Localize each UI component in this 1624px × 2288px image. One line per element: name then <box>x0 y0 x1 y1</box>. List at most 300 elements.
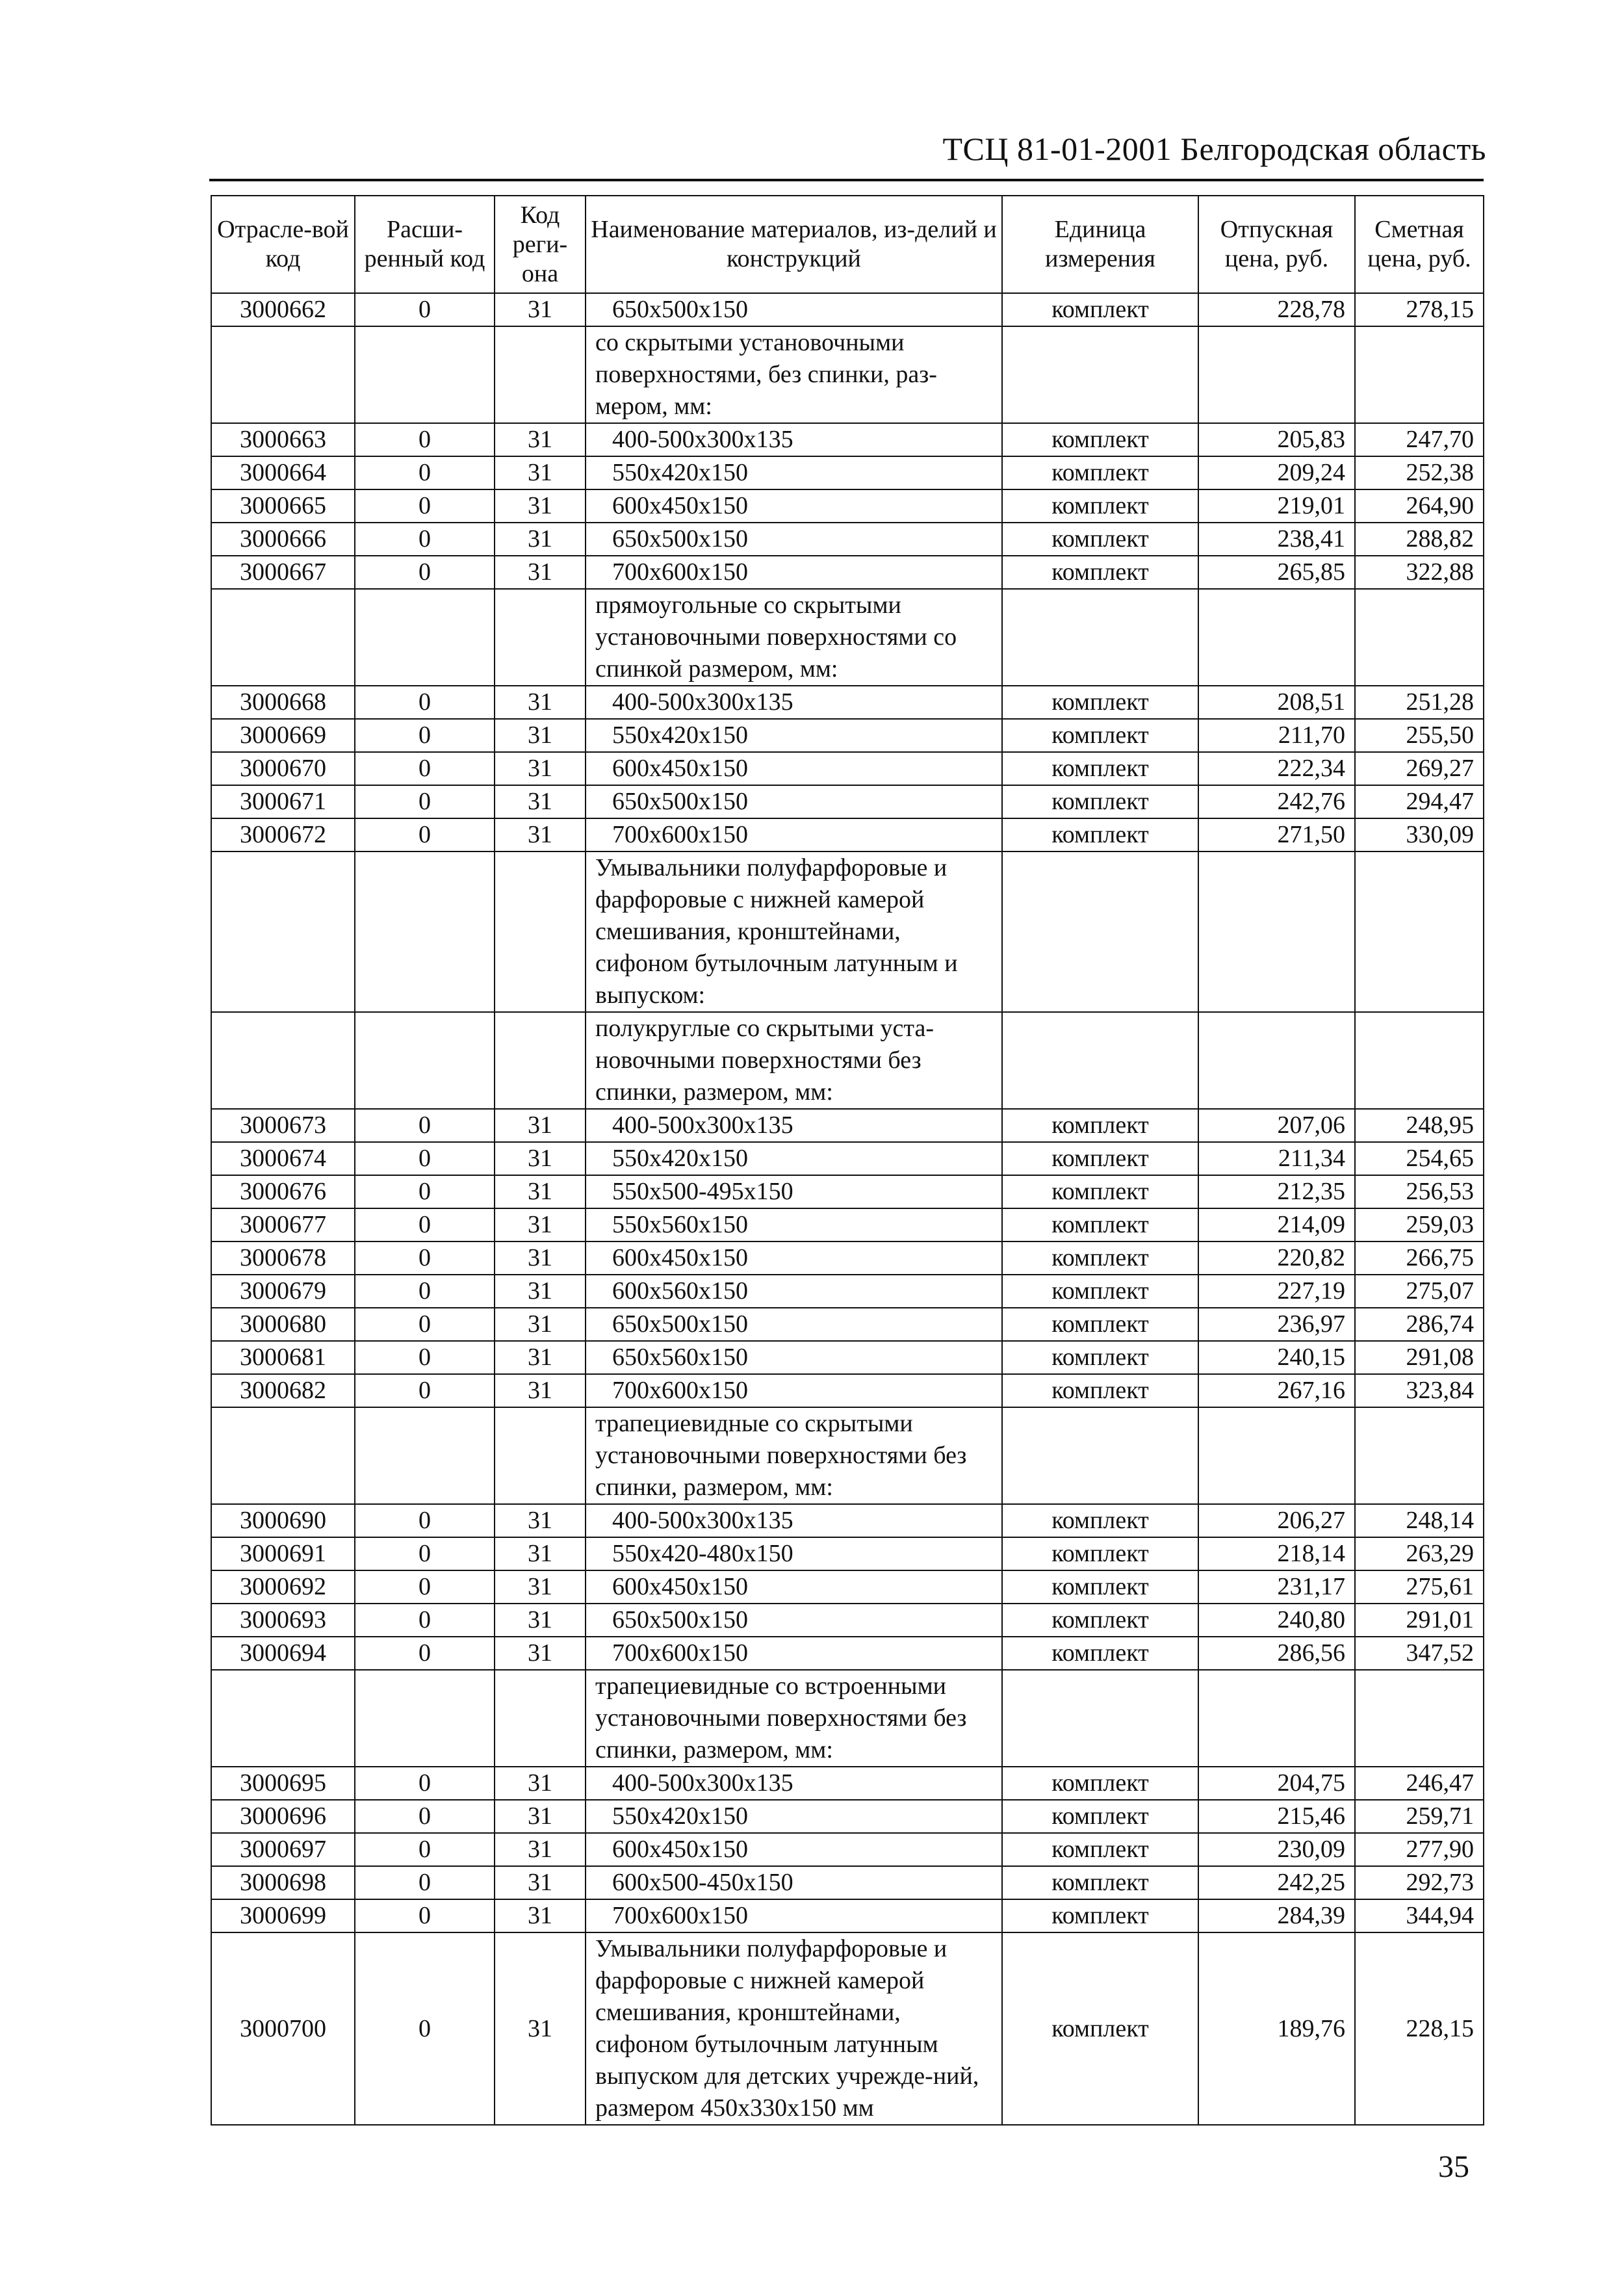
cell-release-price: 211,70 <box>1198 719 1355 752</box>
cell-name: 650х500х150 <box>586 523 1002 556</box>
cell-ext-code: 0 <box>355 1604 495 1637</box>
cell-release-price: 286,56 <box>1198 1637 1355 1670</box>
table-row <box>211 752 1484 785</box>
cell-region-code: 31 <box>495 686 586 719</box>
table-row <box>211 1374 1484 1407</box>
cell-region-code: 31 <box>495 1800 586 1833</box>
cell-ext-code: 0 <box>355 1308 495 1341</box>
cell-region-code: 31 <box>495 1932 586 2125</box>
cell-estimate-price: 344,94 <box>1355 1899 1484 1932</box>
cell-release-price: 228,78 <box>1198 293 1355 326</box>
table-section-row <box>211 1407 1484 1504</box>
cell-code: 3000681 <box>211 1341 355 1374</box>
cell-unit: комплект <box>1002 1374 1198 1407</box>
cell-ext-code: 0 <box>355 1800 495 1833</box>
column-header-code: Отрасле-вой код <box>211 196 355 293</box>
cell-name: 650х500х150 <box>586 785 1002 818</box>
cell-release-price: 238,41 <box>1198 523 1355 556</box>
column-header-release-price: Отпускная цена, руб. <box>1198 196 1355 293</box>
cell-release-price <box>1198 852 1355 1012</box>
cell-estimate-price: 278,15 <box>1355 293 1484 326</box>
cell-unit: комплект <box>1002 1899 1198 1932</box>
cell-release-price: 222,34 <box>1198 752 1355 785</box>
cell-unit: комплект <box>1002 489 1198 523</box>
cell-release-price: 240,15 <box>1198 1341 1355 1374</box>
cell-ext-code: 0 <box>355 1208 495 1242</box>
cell-estimate-price: 275,61 <box>1355 1570 1484 1604</box>
cell-name: трапециевидные со скрытыми установочными поверхностями без спинки, размером, мм: <box>586 1407 1002 1504</box>
cell-region-code: 31 <box>495 1899 586 1932</box>
cell-unit: комплект <box>1002 1833 1198 1866</box>
cell-ext-code <box>355 1407 495 1504</box>
cell-unit: комплект <box>1002 1570 1198 1604</box>
cell-code: 3000697 <box>211 1833 355 1866</box>
cell-release-price: 240,80 <box>1198 1604 1355 1637</box>
cell-ext-code: 0 <box>355 1932 495 2125</box>
cell-region-code: 31 <box>495 752 586 785</box>
cell-estimate-price: 248,14 <box>1355 1504 1484 1537</box>
cell-estimate-price: 291,01 <box>1355 1604 1484 1637</box>
cell-unit: комплект <box>1002 719 1198 752</box>
table-row <box>211 1142 1484 1175</box>
cell-release-price: 205,83 <box>1198 423 1355 456</box>
cell-code <box>211 589 355 686</box>
cell-name: 400-500х300х135 <box>586 1504 1002 1537</box>
cell-estimate-price: 254,65 <box>1355 1142 1484 1175</box>
cell-release-price: 208,51 <box>1198 686 1355 719</box>
cell-unit <box>1002 1407 1198 1504</box>
cell-ext-code: 0 <box>355 1537 495 1570</box>
cell-code <box>211 852 355 1012</box>
cell-region-code: 31 <box>495 1604 586 1637</box>
page-number: 35 <box>1438 2150 1469 2184</box>
cell-estimate-price <box>1355 1670 1484 1767</box>
cell-unit <box>1002 852 1198 1012</box>
cell-estimate-price: 246,47 <box>1355 1767 1484 1800</box>
cell-estimate-price: 247,70 <box>1355 423 1484 456</box>
cell-unit: комплект <box>1002 1275 1198 1308</box>
cell-unit: комплект <box>1002 1308 1198 1341</box>
cell-code: 3000695 <box>211 1767 355 1800</box>
cell-name: 600х450х150 <box>586 1833 1002 1866</box>
cell-release-price: 219,01 <box>1198 489 1355 523</box>
cell-region-code: 31 <box>495 1242 586 1275</box>
cell-unit: комплект <box>1002 752 1198 785</box>
cell-ext-code: 0 <box>355 1341 495 1374</box>
cell-code <box>211 1670 355 1767</box>
cell-name: 700х600х150 <box>586 1374 1002 1407</box>
header-rule <box>209 179 1484 181</box>
cell-code <box>211 1012 355 1109</box>
cell-code: 3000680 <box>211 1308 355 1341</box>
cell-code: 3000696 <box>211 1800 355 1833</box>
table-row <box>211 1208 1484 1242</box>
table-row <box>211 1109 1484 1142</box>
column-header-unit: Единица измерения <box>1002 196 1198 293</box>
cell-region-code: 31 <box>495 1208 586 1242</box>
cell-unit: комплект <box>1002 1142 1198 1175</box>
cell-name: Умывальники полуфарфоровые и фарфоровые с нижней камерой смешивания, кронштейнами, сифоном бутылочным латунным и выпуском: <box>586 852 1002 1012</box>
cell-ext-code <box>355 1012 495 1109</box>
cell-unit: комплект <box>1002 556 1198 589</box>
table-row <box>211 1308 1484 1341</box>
cell-estimate-price: 292,73 <box>1355 1866 1484 1899</box>
cell-estimate-price: 255,50 <box>1355 719 1484 752</box>
cell-ext-code: 0 <box>355 1866 495 1899</box>
table-row <box>211 489 1484 523</box>
cell-estimate-price <box>1355 589 1484 686</box>
cell-unit: комплект <box>1002 523 1198 556</box>
cell-release-price: 242,76 <box>1198 785 1355 818</box>
cell-ext-code: 0 <box>355 719 495 752</box>
cell-release-price: 271,50 <box>1198 818 1355 852</box>
cell-code: 3000673 <box>211 1109 355 1142</box>
cell-estimate-price: 277,90 <box>1355 1833 1484 1866</box>
cell-region-code: 31 <box>495 1142 586 1175</box>
cell-name: 650х500х150 <box>586 1308 1002 1341</box>
cell-release-price: 189,76 <box>1198 1932 1355 2125</box>
cell-code: 3000692 <box>211 1570 355 1604</box>
cell-code: 3000670 <box>211 752 355 785</box>
cell-region-code: 31 <box>495 1833 586 1866</box>
cell-name: 550х420х150 <box>586 1142 1002 1175</box>
table-row <box>211 1767 1484 1800</box>
cell-name: 400-500х300х135 <box>586 1767 1002 1800</box>
table-row <box>211 1537 1484 1570</box>
cell-name: полукруглые со скрытыми уста-новочными поверхностями без спинки, размером, мм: <box>586 1012 1002 1109</box>
cell-estimate-price: 286,74 <box>1355 1308 1484 1341</box>
cell-estimate-price: 347,52 <box>1355 1637 1484 1670</box>
cell-ext-code: 0 <box>355 1175 495 1208</box>
cell-name: 400-500х300х135 <box>586 686 1002 719</box>
table-header-row <box>211 196 1484 293</box>
cell-region-code: 31 <box>495 1767 586 1800</box>
table-row <box>211 1833 1484 1866</box>
cell-unit: комплект <box>1002 818 1198 852</box>
document-header: ТСЦ 81-01-2001 Белгородская область <box>942 131 1486 167</box>
cell-release-price: 242,25 <box>1198 1866 1355 1899</box>
cell-region-code: 31 <box>495 489 586 523</box>
cell-code: 3000693 <box>211 1604 355 1637</box>
cell-unit: комплект <box>1002 293 1198 326</box>
cell-name: 700х600х150 <box>586 556 1002 589</box>
cell-unit <box>1002 589 1198 686</box>
cell-release-price: 230,09 <box>1198 1833 1355 1866</box>
cell-ext-code: 0 <box>355 1767 495 1800</box>
table-row <box>211 1800 1484 1833</box>
cell-estimate-price: 288,82 <box>1355 523 1484 556</box>
cell-estimate-price: 259,03 <box>1355 1208 1484 1242</box>
table-row <box>211 556 1484 589</box>
cell-code: 3000679 <box>211 1275 355 1308</box>
cell-estimate-price: 291,08 <box>1355 1341 1484 1374</box>
cell-estimate-price: 252,38 <box>1355 456 1484 489</box>
cell-ext-code: 0 <box>355 1570 495 1604</box>
cell-unit: комплект <box>1002 1800 1198 1833</box>
cell-region-code: 31 <box>495 1866 586 1899</box>
table-row <box>211 1341 1484 1374</box>
cell-name: 650х500х150 <box>586 1604 1002 1637</box>
cell-estimate-price: 256,53 <box>1355 1175 1484 1208</box>
cell-region-code <box>495 326 586 423</box>
cell-name: 550х420х150 <box>586 1800 1002 1833</box>
column-header-name: Наименование материалов, из-делий и конструкций <box>586 196 1002 293</box>
table-row <box>211 1275 1484 1308</box>
cell-ext-code <box>355 852 495 1012</box>
table-row <box>211 293 1484 326</box>
table-row <box>211 686 1484 719</box>
cell-region-code: 31 <box>495 523 586 556</box>
cell-unit: комплект <box>1002 1504 1198 1537</box>
cell-code: 3000691 <box>211 1537 355 1570</box>
cell-estimate-price <box>1355 852 1484 1012</box>
cell-ext-code: 0 <box>355 1833 495 1866</box>
cell-ext-code <box>355 1670 495 1767</box>
cell-unit: комплект <box>1002 1109 1198 1142</box>
table-row <box>211 818 1484 852</box>
table-row <box>211 1175 1484 1208</box>
table-row <box>211 1932 1484 2125</box>
cell-region-code <box>495 852 586 1012</box>
cell-code: 3000698 <box>211 1866 355 1899</box>
table-row <box>211 423 1484 456</box>
cell-code: 3000672 <box>211 818 355 852</box>
cell-region-code: 31 <box>495 818 586 852</box>
cell-ext-code: 0 <box>355 1504 495 1537</box>
cell-estimate-price: 330,09 <box>1355 818 1484 852</box>
table-row <box>211 785 1484 818</box>
cell-estimate-price: 266,75 <box>1355 1242 1484 1275</box>
cell-region-code <box>495 1407 586 1504</box>
cell-release-price <box>1198 1012 1355 1109</box>
cell-ext-code: 0 <box>355 818 495 852</box>
cell-ext-code: 0 <box>355 1109 495 1142</box>
cell-name: 400-500х300х135 <box>586 423 1002 456</box>
cell-unit: комплект <box>1002 1175 1198 1208</box>
table-section-row <box>211 326 1484 423</box>
column-header-estimate-price: Сметная цена, руб. <box>1355 196 1484 293</box>
cell-release-price: 212,35 <box>1198 1175 1355 1208</box>
cell-estimate-price: 228,15 <box>1355 1932 1484 2125</box>
cell-region-code <box>495 1012 586 1109</box>
cell-name: 700х600х150 <box>586 1637 1002 1670</box>
cell-name: 700х600х150 <box>586 1899 1002 1932</box>
cell-region-code <box>495 1670 586 1767</box>
cell-region-code: 31 <box>495 1504 586 1537</box>
cell-code: 3000699 <box>211 1899 355 1932</box>
cell-release-price: 211,34 <box>1198 1142 1355 1175</box>
cell-region-code: 31 <box>495 1275 586 1308</box>
cell-region-code: 31 <box>495 1537 586 1570</box>
column-header-region-code: Код реги-она <box>495 196 586 293</box>
cell-code: 3000667 <box>211 556 355 589</box>
table-body <box>211 293 1484 2125</box>
column-header-ext-code: Расши-ренный код <box>355 196 495 293</box>
cell-ext-code: 0 <box>355 293 495 326</box>
cell-code: 3000666 <box>211 523 355 556</box>
cell-unit: комплект <box>1002 785 1198 818</box>
cell-release-price: 206,27 <box>1198 1504 1355 1537</box>
cell-name: 550х500-495х150 <box>586 1175 1002 1208</box>
cell-ext-code <box>355 589 495 686</box>
cell-region-code: 31 <box>495 1570 586 1604</box>
cell-release-price: 207,06 <box>1198 1109 1355 1142</box>
cell-release-price <box>1198 326 1355 423</box>
table-section-row <box>211 589 1484 686</box>
table-row <box>211 1570 1484 1604</box>
cell-release-price: 236,97 <box>1198 1308 1355 1341</box>
cell-release-price: 265,85 <box>1198 556 1355 589</box>
cell-estimate-price: 248,95 <box>1355 1109 1484 1142</box>
cell-unit: комплект <box>1002 1242 1198 1275</box>
cell-name: 600х450х150 <box>586 489 1002 523</box>
cell-code: 3000682 <box>211 1374 355 1407</box>
cell-region-code <box>495 589 586 686</box>
cell-region-code: 31 <box>495 556 586 589</box>
cell-release-price <box>1198 589 1355 686</box>
table-row <box>211 523 1484 556</box>
cell-code <box>211 326 355 423</box>
cell-code: 3000664 <box>211 456 355 489</box>
cell-code: 3000674 <box>211 1142 355 1175</box>
cell-unit: комплект <box>1002 1767 1198 1800</box>
cell-ext-code: 0 <box>355 423 495 456</box>
cell-release-price <box>1198 1670 1355 1767</box>
cell-ext-code: 0 <box>355 1142 495 1175</box>
cell-unit: комплект <box>1002 1208 1198 1242</box>
cell-release-price: 267,16 <box>1198 1374 1355 1407</box>
table-row <box>211 1866 1484 1899</box>
cell-name: 600х450х150 <box>586 1242 1002 1275</box>
cell-name: 700х600х150 <box>586 818 1002 852</box>
cell-release-price: 218,14 <box>1198 1537 1355 1570</box>
cell-region-code: 31 <box>495 456 586 489</box>
cell-estimate-price: 264,90 <box>1355 489 1484 523</box>
cell-code: 3000668 <box>211 686 355 719</box>
cell-unit: комплект <box>1002 1637 1198 1670</box>
cell-ext-code: 0 <box>355 456 495 489</box>
cell-name: со скрытыми установочными поверхностями, без спинки, раз-мером, мм: <box>586 326 1002 423</box>
cell-estimate-price: 269,27 <box>1355 752 1484 785</box>
cell-name: 600х450х150 <box>586 752 1002 785</box>
cell-code: 3000665 <box>211 489 355 523</box>
cell-region-code: 31 <box>495 423 586 456</box>
cell-name: 550х420х150 <box>586 719 1002 752</box>
cell-estimate-price <box>1355 326 1484 423</box>
cell-estimate-price <box>1355 1407 1484 1504</box>
cell-code: 3000694 <box>211 1637 355 1670</box>
cell-release-price: 227,19 <box>1198 1275 1355 1308</box>
cell-name: 550х560х150 <box>586 1208 1002 1242</box>
cell-name: 600х500-450х150 <box>586 1866 1002 1899</box>
cell-unit: комплект <box>1002 1932 1198 2125</box>
cell-estimate-price: 263,29 <box>1355 1537 1484 1570</box>
table-section-row <box>211 1670 1484 1767</box>
cell-code: 3000671 <box>211 785 355 818</box>
cell-ext-code: 0 <box>355 1374 495 1407</box>
cell-name: 650х560х150 <box>586 1341 1002 1374</box>
cell-name: 600х450х150 <box>586 1570 1002 1604</box>
cell-unit <box>1002 1012 1198 1109</box>
cell-release-price: 284,39 <box>1198 1899 1355 1932</box>
cell-code: 3000678 <box>211 1242 355 1275</box>
cell-code: 3000663 <box>211 423 355 456</box>
cell-name: 550х420-480х150 <box>586 1537 1002 1570</box>
cell-unit: комплект <box>1002 456 1198 489</box>
cell-release-price: 220,82 <box>1198 1242 1355 1275</box>
cell-ext-code: 0 <box>355 752 495 785</box>
cell-ext-code: 0 <box>355 523 495 556</box>
cell-ext-code: 0 <box>355 1275 495 1308</box>
cell-code: 3000676 <box>211 1175 355 1208</box>
cell-ext-code <box>355 326 495 423</box>
cell-ext-code: 0 <box>355 686 495 719</box>
cell-name: 600х560х150 <box>586 1275 1002 1308</box>
cell-ext-code: 0 <box>355 489 495 523</box>
cell-unit <box>1002 326 1198 423</box>
cell-estimate-price: 251,28 <box>1355 686 1484 719</box>
table-row <box>211 1637 1484 1670</box>
cell-unit: комплект <box>1002 423 1198 456</box>
cell-ext-code: 0 <box>355 785 495 818</box>
price-table <box>211 195 1484 2126</box>
cell-code: 3000690 <box>211 1504 355 1537</box>
cell-name: трапециевидные со встроенными установочными поверхностями без спинки, размером, мм: <box>586 1670 1002 1767</box>
cell-release-price: 209,24 <box>1198 456 1355 489</box>
cell-ext-code: 0 <box>355 1242 495 1275</box>
cell-release-price <box>1198 1407 1355 1504</box>
table-row <box>211 1604 1484 1637</box>
table-row <box>211 1242 1484 1275</box>
cell-name: 400-500х300х135 <box>586 1109 1002 1142</box>
cell-name: прямоугольные со скрытыми установочными поверхностями со спинкой размером, мм: <box>586 589 1002 686</box>
cell-region-code: 31 <box>495 1637 586 1670</box>
cell-region-code: 31 <box>495 1308 586 1341</box>
cell-region-code: 31 <box>495 1341 586 1374</box>
table-row <box>211 456 1484 489</box>
cell-release-price: 231,17 <box>1198 1570 1355 1604</box>
cell-code: 3000662 <box>211 293 355 326</box>
cell-ext-code: 0 <box>355 1637 495 1670</box>
table-row <box>211 1899 1484 1932</box>
table-section-row <box>211 1012 1484 1109</box>
table-section-row <box>211 852 1484 1012</box>
cell-name: Умывальники полуфарфоровые и фарфоровые с нижней камерой смешивания, кронштейнами, сифоном бутылочным латунным выпуском для детских учрежде-ний, размером 450х330х150 мм <box>586 1932 1002 2125</box>
cell-unit: комплект <box>1002 1537 1198 1570</box>
cell-region-code: 31 <box>495 1374 586 1407</box>
cell-unit <box>1002 1670 1198 1767</box>
cell-code <box>211 1407 355 1504</box>
cell-code: 3000677 <box>211 1208 355 1242</box>
table-row <box>211 1504 1484 1537</box>
cell-estimate-price: 323,84 <box>1355 1374 1484 1407</box>
cell-estimate-price <box>1355 1012 1484 1109</box>
cell-unit: комплект <box>1002 1866 1198 1899</box>
cell-release-price: 214,09 <box>1198 1208 1355 1242</box>
cell-ext-code: 0 <box>355 556 495 589</box>
cell-release-price: 215,46 <box>1198 1800 1355 1833</box>
cell-name: 650х500х150 <box>586 293 1002 326</box>
cell-ext-code: 0 <box>355 1899 495 1932</box>
cell-unit: комплект <box>1002 1604 1198 1637</box>
cell-unit: комплект <box>1002 1341 1198 1374</box>
cell-estimate-price: 259,71 <box>1355 1800 1484 1833</box>
cell-unit: комплект <box>1002 686 1198 719</box>
cell-code: 3000669 <box>211 719 355 752</box>
cell-code: 3000700 <box>211 1932 355 2125</box>
cell-region-code: 31 <box>495 1109 586 1142</box>
cell-estimate-price: 322,88 <box>1355 556 1484 589</box>
